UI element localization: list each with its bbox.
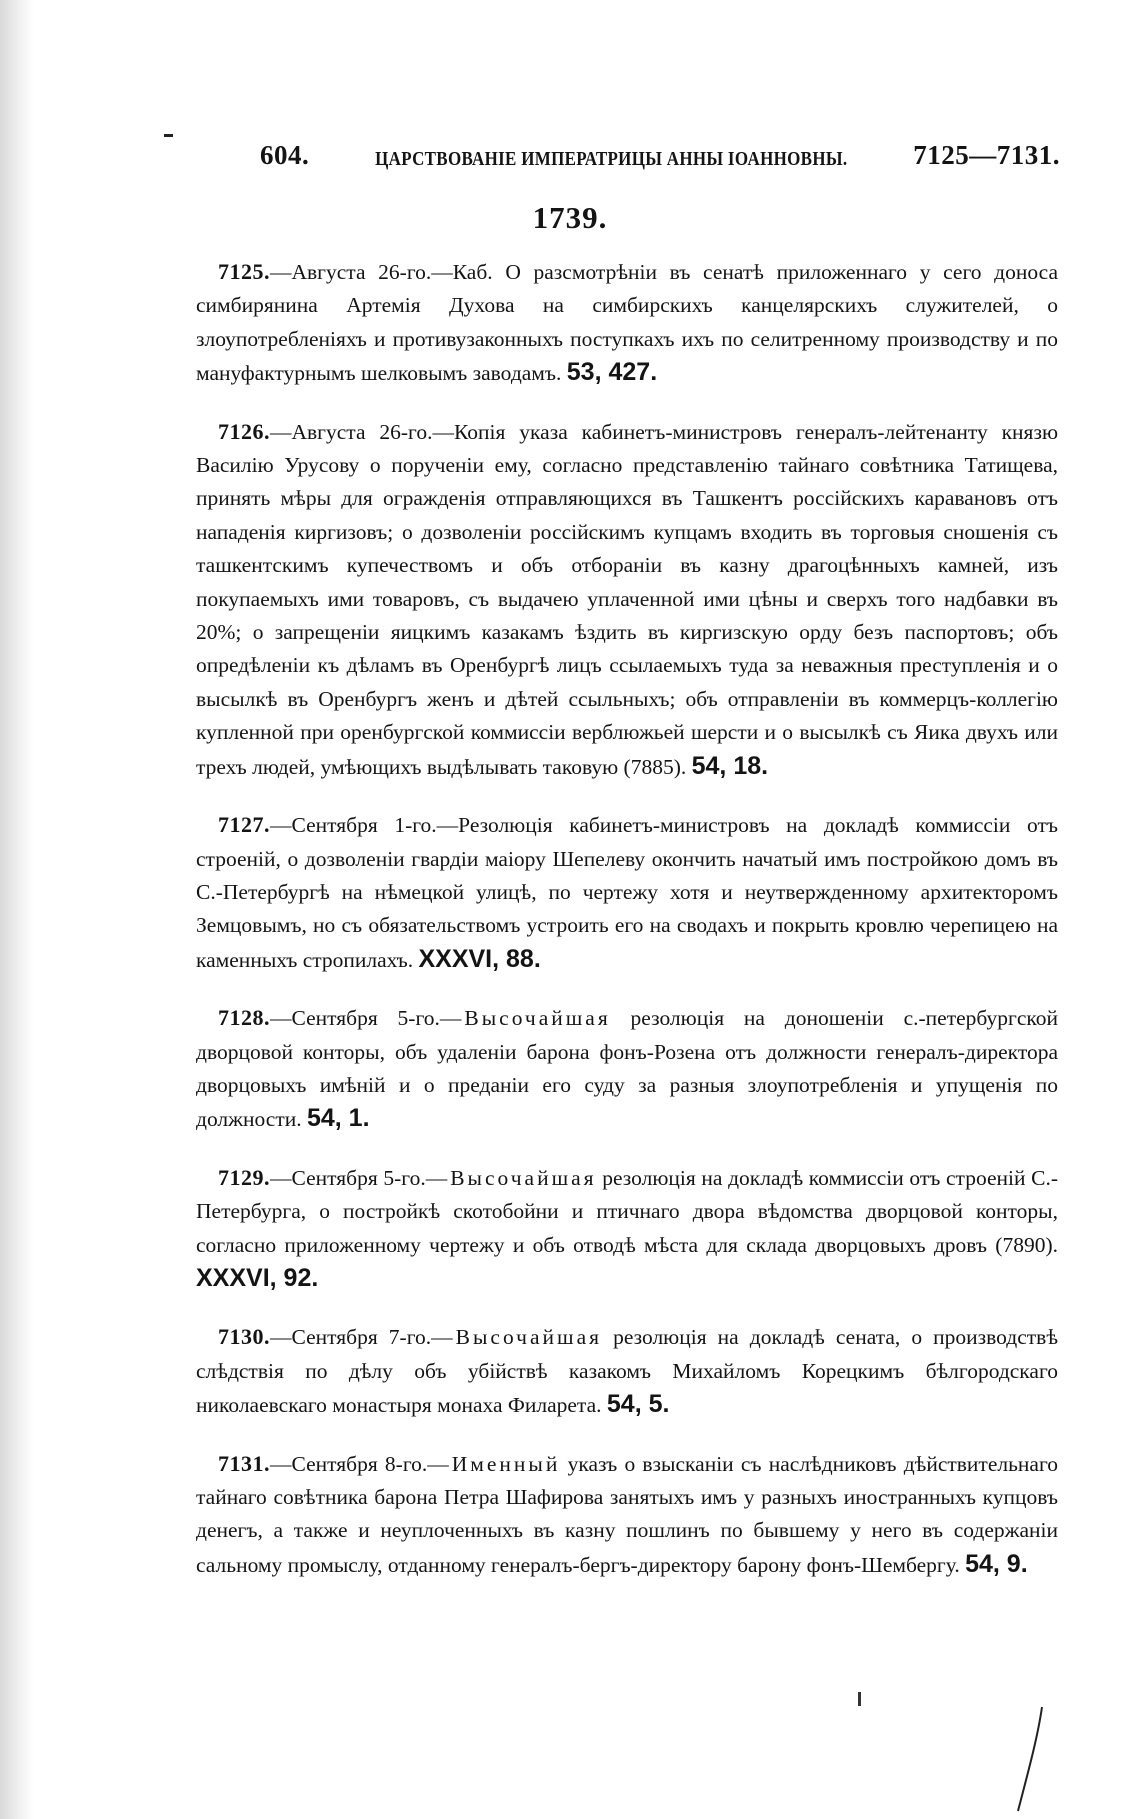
entry-act-type: —Высочайшая — [431, 1325, 602, 1350]
entry-reference: 54, 18. — [691, 751, 769, 780]
entry-range: 7125—7131. — [913, 140, 1060, 170]
entry-number: 7127. — [218, 812, 270, 838]
entry-number: 7129. — [218, 1164, 270, 1190]
entry-7130 — [196, 1320, 1058, 1422]
entry-7125 — [196, 255, 1058, 391]
running-head — [260, 140, 1060, 180]
entry-text: указъ о взысканіи съ наслѣдниковъ дѣйствительнаго тайнаго совѣтника барона Петра Шафирова занятыхъ имъ у разныхъ иностранныхъ купцовъ денегъ, а также и неуплоченныхъ въ казну пошлинъ по бывшему у него въ содержаніи сальному промыслу, отданному генералъ-бергъ-директору барону фонъ-Шембергу. — [196, 1451, 1058, 1577]
entry-act-type: —Высочайшая — [425, 1165, 597, 1190]
entry-act-type: —Именный — [427, 1451, 561, 1476]
entry-text: —Каб. О разсмотрѣніи въ сенатѣ приложеннаго у сего доноса симбирянина Артемія Духова на симбирскихъ канцелярскихъ служителей, о злоупотребленіяхъ и противузаконныхъ поступкахъ ихъ по селитренному производству и по мануфактурнымъ шелковымъ заводамъ. — [196, 260, 1058, 386]
entry-reference: 54, 9. — [965, 1549, 1028, 1578]
entry-date: —Сентября 5-го. — [270, 1006, 440, 1031]
entries-list — [196, 255, 1058, 1606]
entry-text: резолюція на докладѣ сената, о производствѣ слѣдствія по дѣлу объ убійствѣ казакомъ Михайломъ Корецкимъ бѣлгородскаго николаевскаго монастыря монаха Филарета. — [196, 1325, 1058, 1418]
entry-text: резолюція на докладѣ коммиссіи отъ строеній С.-Петербурга, о постройкѣ скотобойни и птичнаго двора вѣдомства дворцовой конторы, согласно приложенному чертежу и объ отводѣ мѣста для склада дворцовыхъ дровъ (7890). — [196, 1165, 1058, 1257]
entry-text: —Резолюція кабинетъ-министровъ на докладѣ коммиссіи отъ строеній, о дозволеніи гвардіи маіору Шепелеву окончить начатый имъ постройкою домъ въ С.-Петербургѣ на нѣмецкой улицѣ, по чертежу хотя и неутвержденному архитекторомъ Земцовымъ, но съ обязательствомъ устроить его на сводахъ и покрыть кровлю черепицею на каменныхъ стропилахъ. — [196, 813, 1058, 972]
reign-title: ЦАРСТВОВАНІЕ ИМПЕРАТРИЦЫ АННЫ ІОАННОВНЫ. — [375, 147, 848, 170]
entry-date: —Сентября 1-го. — [270, 813, 437, 838]
entry-date: —Августа 26-го. — [270, 419, 433, 444]
entry-number: 7128. — [218, 1005, 270, 1031]
stray-ink-mark — [858, 1692, 861, 1706]
entry-7128 — [196, 1001, 1058, 1137]
entry-number: 7130. — [218, 1324, 270, 1350]
entry-date: —Сентября 8-го. — [270, 1451, 428, 1476]
entry-7127 — [196, 808, 1058, 977]
entry-reference: 53, 427. — [566, 358, 658, 387]
entry-number: 7125. — [218, 259, 270, 284]
entry-7129 — [196, 1161, 1058, 1297]
entry-7126 — [196, 415, 1058, 784]
scan-edge-shadow — [0, 0, 34, 1819]
entry-text: резолюція на доношеніи с.-петербургской дворцовой конторы, объ удаленіи барона фонъ-Розена отъ должности генералъ-директора дворцовыхъ имѣній и о преданіи его суду за разныя злоупотребленія и упущенія по должности. — [196, 1006, 1058, 1132]
margin-mark — [164, 134, 173, 137]
entry-date: —Сентября 7-го. — [270, 1325, 432, 1350]
pen-stroke-mark — [1010, 1705, 1050, 1815]
entry-date: —Августа 26-го. — [270, 260, 432, 284]
entry-reference: 54, 1. — [306, 1104, 370, 1133]
year-heading: 1739. — [532, 200, 608, 235]
entry-text: —Копія указа кабинетъ-министровъ генералъ-лейтенанту князю Василію Урусову о порученіи ему, согласно представленію тайнаго совѣтника Татищева, принять мѣры для огражденія отправляющихся въ Ташкентъ россійскихъ каравановъ отъ нападенія киргизовъ; о дозволеніи россійскимъ купцамъ входить въ торговыя сношенія съ ташкентскимъ купечествомъ и объ отбораніи въ казну драгоцѣнныхъ камней, изъ покупаемыхъ ими товаровъ, съ выдачею уплаченной ими цѣны и сверхъ того надбавки въ 20%; о запрещеніи яицкимъ казакамъ ѣздить въ киргизскую орду безъ паспортовъ; объ опредѣленіи къ дѣламъ въ Оренбургѣ лицъ ссылаемыхъ туда за неважныя преступленія и о высылкѣ въ Оренбургъ женъ и дѣтей ссыльныхъ; объ отправленіи въ коммерцъ-коллегію купленной при оренбургской коммиссіи верблюжьей шерсти и о высылкѣ съ Яика двухъ или трехъ людей, умѣющихъ выдѣлывать таковую (7885). — [196, 419, 1058, 779]
entry-reference: XXXVI, 92. — [196, 1263, 319, 1292]
entry-number: 7126. — [218, 418, 270, 444]
entry-act-type: —Высочайшая — [439, 1006, 611, 1031]
entry-date: —Сентября 5-го. — [270, 1165, 426, 1190]
page-number: 604. — [260, 140, 310, 170]
entry-number: 7131. — [218, 1450, 270, 1476]
entry-reference: XXXVI, 88. — [418, 944, 541, 973]
entry-7131 — [196, 1447, 1058, 1583]
entry-reference: 54, 5. — [606, 1390, 670, 1419]
